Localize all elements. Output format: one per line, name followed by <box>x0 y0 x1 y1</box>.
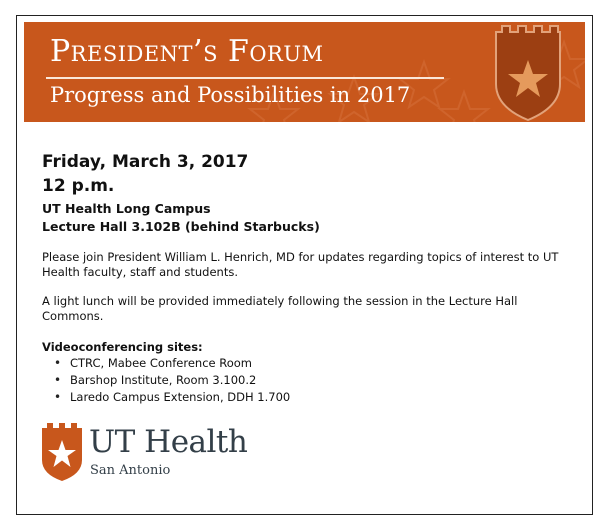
forum-banner <box>24 22 585 122</box>
invitation-paragraph: Please join President William L. Henrich, MD for updates regarding topics of interest to UT Health faculty, staff and students. <box>42 250 559 279</box>
event-date: Friday, March 3, 2017 <box>42 152 249 172</box>
location-room: Lecture Hall 3.102B (behind Starbucks) <box>42 219 320 234</box>
event-details <box>42 150 582 406</box>
banner-title: President’s Forum <box>50 34 324 69</box>
list-item: • Laredo Campus Extension, DDH 1.700 <box>60 389 582 406</box>
event-time: 12 p.m. <box>42 176 115 196</box>
event-location <box>42 200 582 236</box>
videoconferencing-title: Videoconferencing sites: <box>42 340 203 354</box>
lunch-paragraph: A light lunch will be provided immediately following the session in the Lecture Hall Commons. <box>42 294 518 323</box>
shield-star-icon <box>40 422 84 482</box>
logo-location: San Antonio <box>90 463 171 478</box>
logo-wordmark: UT Health <box>89 424 248 460</box>
ut-health-logo <box>40 422 248 484</box>
location-campus: UT Health Long Campus <box>42 201 211 216</box>
banner-subtitle: Progress and Possibilities in 2017 <box>50 83 411 107</box>
banner-shield-icon <box>488 22 568 122</box>
videoconferencing-list <box>42 355 582 406</box>
list-item: • Barshop Institute, Room 3.100.2 <box>60 372 582 389</box>
list-item: • CTRC, Mabee Conference Room <box>60 355 582 372</box>
banner-divider <box>46 77 444 79</box>
